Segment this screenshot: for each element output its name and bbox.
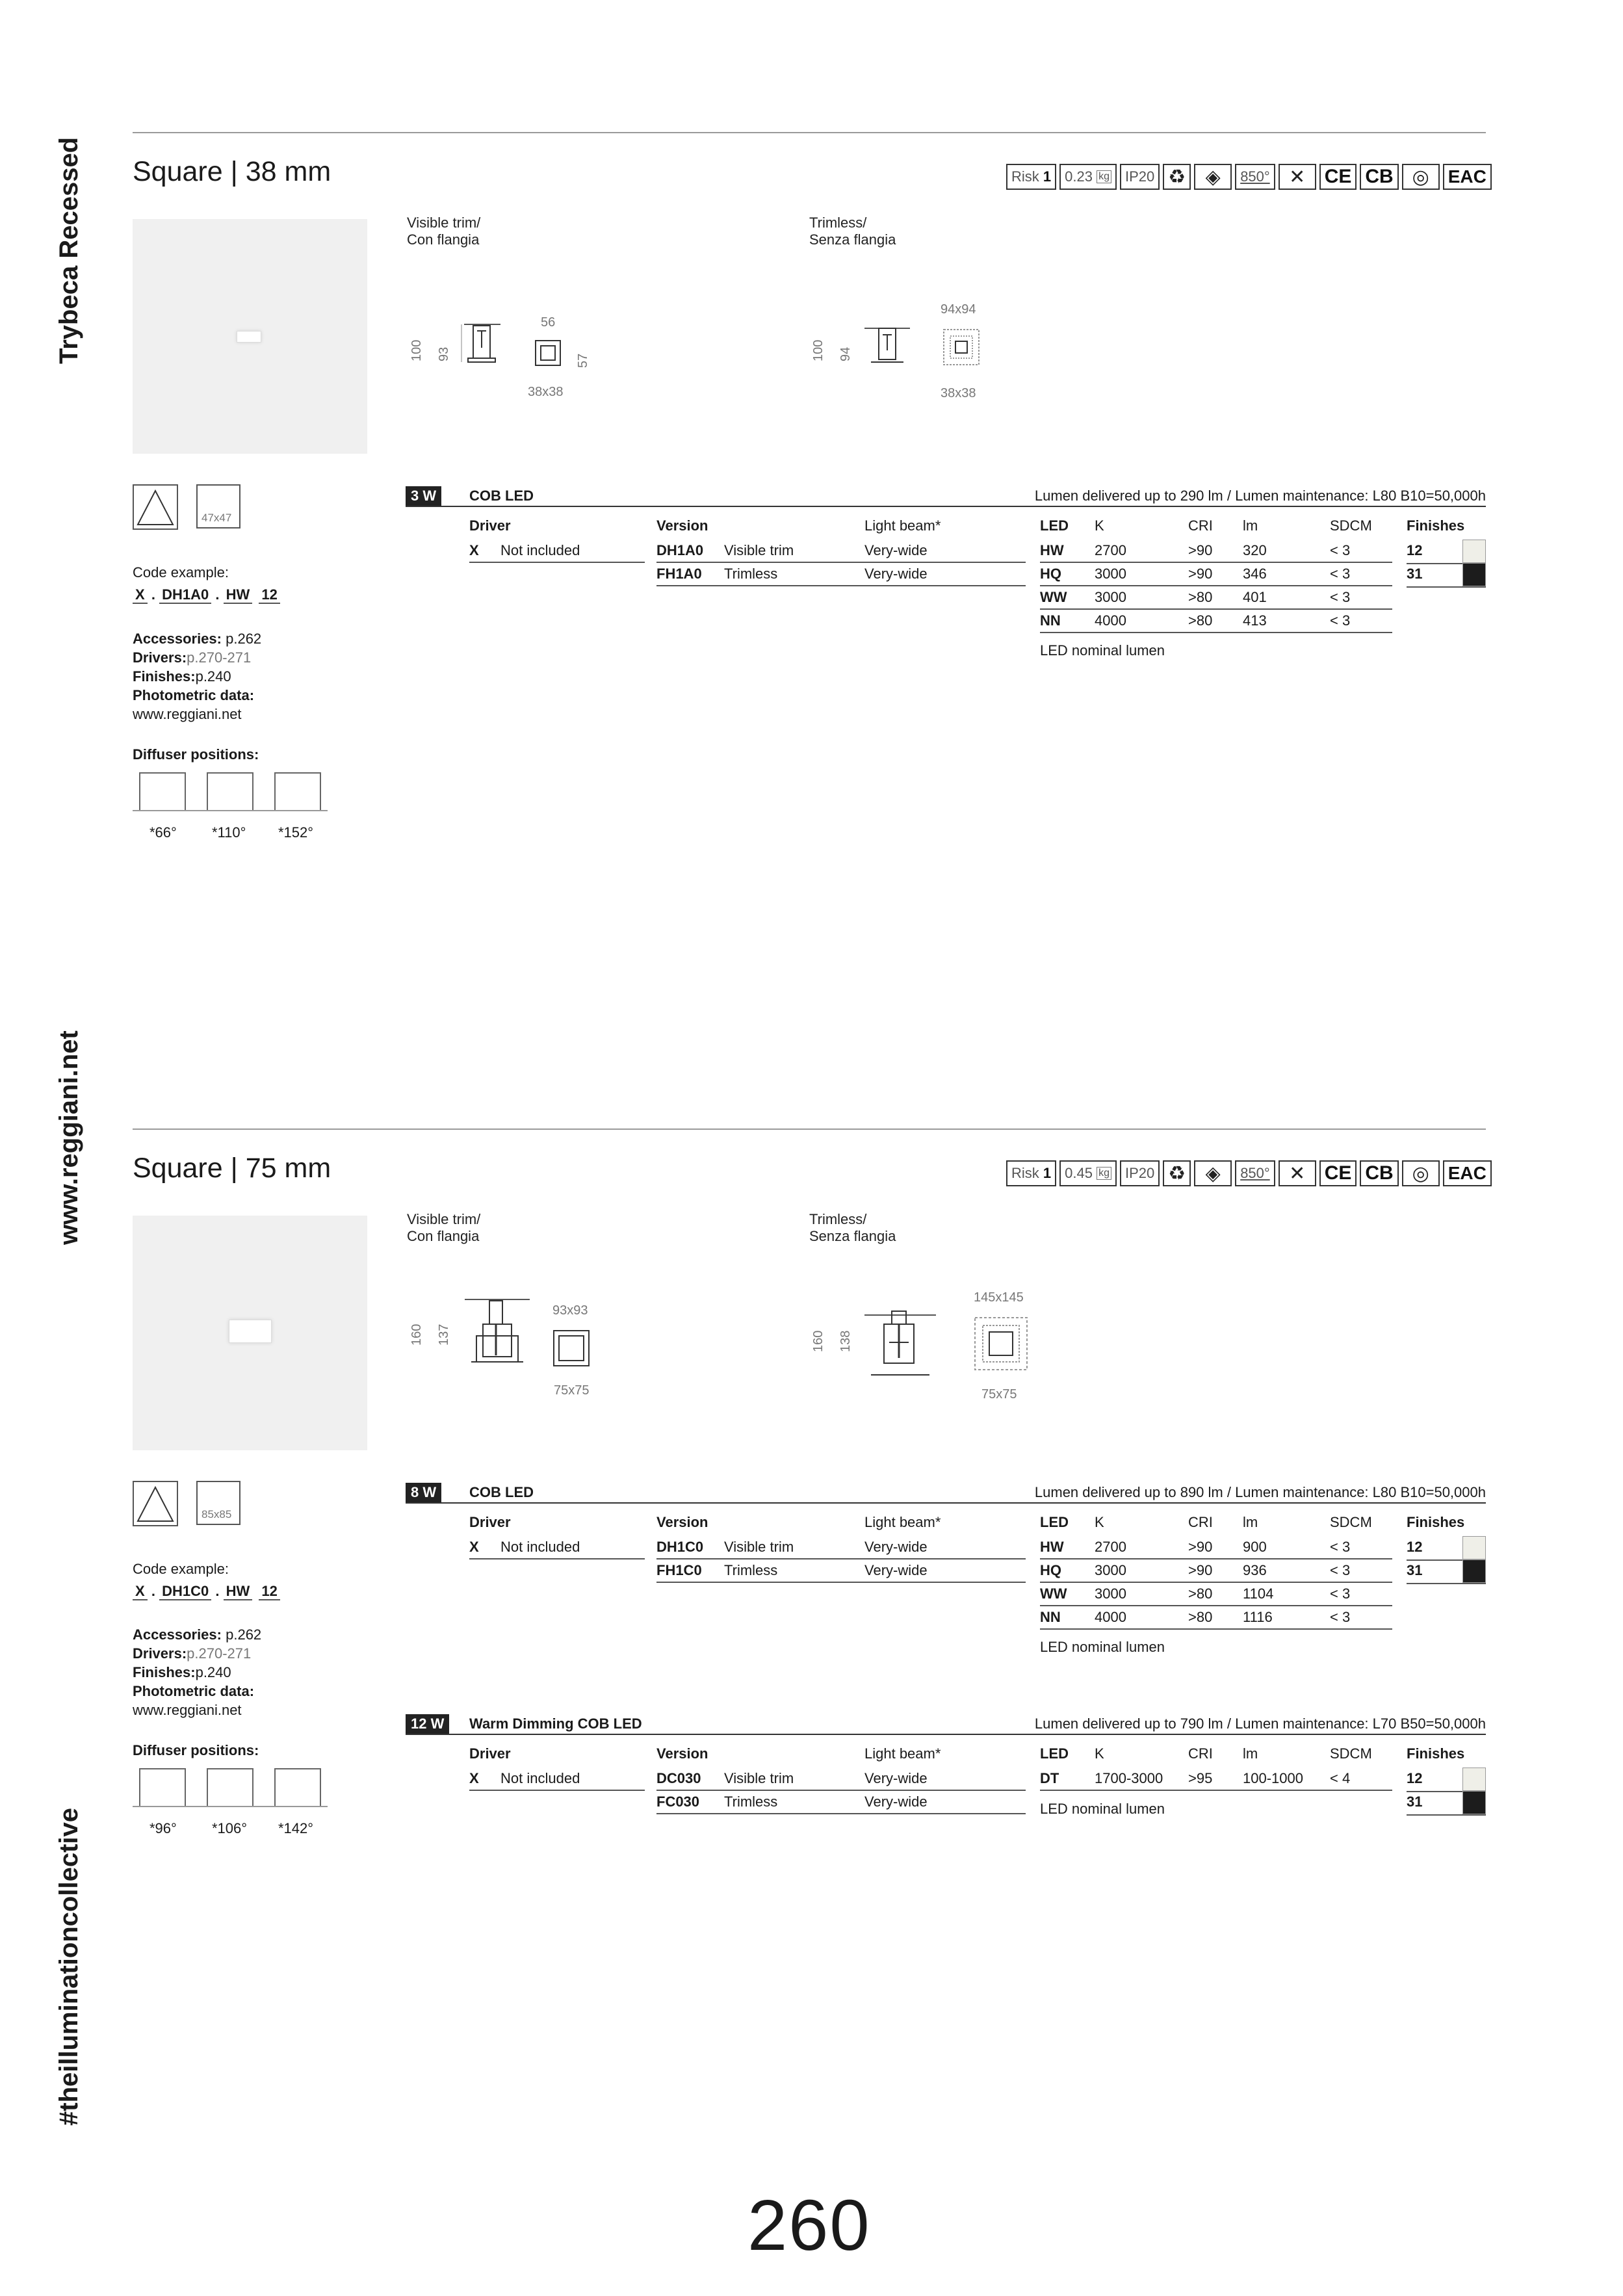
page-number: 260 bbox=[747, 2185, 871, 2265]
version-beam: Very-wide bbox=[864, 542, 928, 558]
recycle-icon: ♻ bbox=[1163, 1160, 1191, 1186]
photometric-label: Photometric data: bbox=[133, 687, 255, 703]
photometric-link[interactable]: www.reggiani.net bbox=[133, 1702, 242, 1718]
driver-code: X bbox=[469, 542, 479, 558]
diffuser-label: Diffuser positions: bbox=[133, 746, 259, 763]
finish-swatch-white bbox=[1462, 1536, 1486, 1559]
beam-icon bbox=[133, 484, 179, 531]
lm-header: lm bbox=[1243, 517, 1258, 534]
dim-height-body: 93 bbox=[437, 346, 451, 361]
code-driver: X bbox=[133, 586, 148, 604]
temperature-badge: 850° bbox=[1235, 1160, 1275, 1186]
driver-desc: Not included bbox=[500, 542, 580, 558]
version-desc: Visible trim bbox=[724, 1770, 794, 1786]
led-header: LED bbox=[1040, 1745, 1069, 1762]
eac-mark: EAC bbox=[1443, 1160, 1492, 1186]
driver-desc: Not included bbox=[500, 1770, 580, 1786]
version-header: Version bbox=[656, 517, 708, 534]
trimless-front-drawing bbox=[942, 328, 981, 367]
sidebar-section-title: Trybeca Recessed bbox=[55, 137, 83, 364]
dim-cutout: 75x75 bbox=[554, 1383, 590, 1398]
finishes-label: Finishes: bbox=[133, 668, 196, 685]
version-desc: Visible trim bbox=[724, 542, 794, 558]
dim-outer: 93x93 bbox=[552, 1303, 588, 1318]
driver-desc: Not included bbox=[500, 1539, 580, 1555]
version-code: FC030 bbox=[656, 1794, 700, 1810]
drivers-value[interactable]: p.270-271 bbox=[187, 649, 252, 666]
block-rule bbox=[406, 1502, 1486, 1504]
code-example-label: Code example: bbox=[133, 1561, 229, 1577]
version-underline bbox=[656, 585, 1026, 586]
drivers-label: Drivers: bbox=[133, 649, 187, 666]
code-example-label: Code example: bbox=[133, 564, 229, 581]
accessories-value[interactable]: p.262 bbox=[226, 631, 262, 647]
sidebar-hashtag: #theilluminationcollective bbox=[55, 1807, 83, 2126]
visible-trim-section-drawing bbox=[458, 1297, 536, 1375]
cb-mark: CB bbox=[1360, 164, 1398, 190]
dim-trimless-outer: 145x145 bbox=[974, 1290, 1024, 1305]
lumen-info: Lumen delivered up to 790 lm / Lumen maintenance: L70 B50=50,000h bbox=[1034, 1715, 1486, 1732]
version-underline bbox=[656, 1790, 1026, 1791]
diffuser-angle-1: *96° bbox=[149, 1820, 177, 1836]
temperature-badge: 850° bbox=[1235, 164, 1275, 190]
mount-trimless-label: Trimless/ Senza flangia bbox=[809, 1211, 896, 1244]
code-version: DH1A0 bbox=[159, 586, 211, 604]
driver-header: Driver bbox=[469, 1745, 511, 1762]
sdcm-header: SDCM bbox=[1330, 1514, 1372, 1530]
kg-icon: kg bbox=[1097, 170, 1111, 183]
code-led: HW bbox=[224, 1583, 253, 1600]
led-header: LED bbox=[1040, 1514, 1069, 1530]
diffuser-position-1 bbox=[139, 1768, 186, 1807]
lamp-render bbox=[229, 1320, 272, 1343]
beam-header: Light beam* bbox=[864, 517, 941, 534]
beam-icon bbox=[133, 1481, 179, 1528]
trimless-section-drawing bbox=[858, 1303, 942, 1381]
diffuser-baseline bbox=[133, 1806, 328, 1807]
cutout-icon bbox=[196, 1481, 240, 1525]
version-code: FH1A0 bbox=[656, 566, 702, 582]
finish-code: 12 bbox=[1407, 542, 1423, 558]
cutout-size: 47x47 bbox=[201, 512, 232, 524]
version-code: DH1A0 bbox=[656, 542, 704, 558]
finishes-value[interactable]: p.240 bbox=[195, 668, 231, 685]
visible-trim-section-drawing bbox=[455, 322, 513, 374]
k-header: K bbox=[1095, 517, 1104, 534]
version-desc: Visible trim bbox=[724, 1539, 794, 1555]
version-desc: Trimless bbox=[724, 1794, 778, 1810]
dim-trimless-cutout: 75x75 bbox=[981, 1387, 1017, 1402]
finish-code: 31 bbox=[1407, 1794, 1423, 1810]
dim-width: 56 bbox=[541, 315, 556, 330]
cb-mark: CB bbox=[1360, 1160, 1398, 1186]
driver-underline bbox=[469, 1790, 645, 1791]
product-photo bbox=[133, 1216, 367, 1450]
class-icon: ◈ bbox=[1194, 1160, 1232, 1186]
class-icon: ◈ bbox=[1194, 164, 1232, 190]
drivers-label: Drivers: bbox=[133, 1645, 187, 1662]
code-version: DH1C0 bbox=[159, 1583, 211, 1600]
product-title: Square | 38 mm bbox=[133, 156, 331, 187]
cutout-size: 85x85 bbox=[201, 1508, 232, 1520]
lm-header: lm bbox=[1243, 1514, 1258, 1530]
dim-trimless-height-body: 138 bbox=[838, 1330, 853, 1352]
dim-side: 57 bbox=[576, 353, 590, 368]
finish-underline bbox=[1407, 586, 1486, 588]
accessories-label: Accessories: bbox=[133, 1626, 222, 1643]
visible-trim-front-drawing bbox=[552, 1329, 591, 1368]
ce-mark: CE bbox=[1319, 164, 1357, 190]
code-example: X . DH1C0 . HW 12 bbox=[133, 1583, 280, 1600]
led-type: Warm Dimming COB LED bbox=[469, 1715, 642, 1732]
trimless-front-drawing bbox=[974, 1316, 1030, 1372]
led-note: LED nominal lumen bbox=[1040, 1801, 1165, 1817]
version-desc: Trimless bbox=[724, 566, 778, 582]
dim-height-body: 137 bbox=[437, 1324, 451, 1346]
mount-trimless-label: Trimless/ Senza flangia bbox=[809, 215, 896, 248]
risk-badge: Risk 1 bbox=[1006, 164, 1056, 190]
mount-visible-label: Visible trim/ Con flangia bbox=[407, 215, 481, 248]
version-desc: Trimless bbox=[724, 1562, 778, 1578]
diffuser-label: Diffuser positions: bbox=[133, 1742, 259, 1758]
dim-height-total: 160 bbox=[409, 1324, 424, 1346]
dim-trimless-cutout: 38x38 bbox=[941, 386, 976, 400]
sidebar-website: www.reggiani.net bbox=[55, 1030, 83, 1245]
section-divider bbox=[133, 132, 1486, 133]
dim-height-total: 100 bbox=[409, 339, 424, 361]
certification-badges bbox=[1006, 164, 1492, 192]
version-beam: Very-wide bbox=[864, 1539, 928, 1555]
led-type: COB LED bbox=[469, 488, 534, 504]
weight-badge: 0.23 kg bbox=[1059, 164, 1117, 190]
code-driver: X bbox=[133, 1583, 148, 1600]
no-insulation-icon: ✕ bbox=[1279, 164, 1316, 190]
version-code: DH1C0 bbox=[656, 1539, 704, 1555]
photometric-link[interactable]: www.reggiani.net bbox=[133, 706, 242, 722]
version-beam: Very-wide bbox=[864, 1562, 928, 1578]
lumen-info: Lumen delivered up to 290 lm / Lumen maintenance: L80 B10=50,000h bbox=[1034, 488, 1486, 504]
diffuser-position-3 bbox=[274, 1768, 321, 1807]
eac-mark: EAC bbox=[1443, 164, 1492, 190]
version-underline bbox=[656, 1813, 1026, 1814]
wattage-badge: 8 W bbox=[406, 1483, 441, 1502]
accessories-label: Accessories: bbox=[133, 631, 222, 647]
k-header: K bbox=[1095, 1745, 1104, 1762]
finishes-label: Finishes: bbox=[133, 1664, 196, 1680]
sdcm-header: SDCM bbox=[1330, 1745, 1372, 1762]
mount-visible-label: Visible trim/ Con flangia bbox=[407, 1211, 481, 1244]
block-rule bbox=[406, 1734, 1486, 1735]
references bbox=[133, 629, 261, 724]
version-underline bbox=[656, 562, 1026, 563]
code-led: HW bbox=[224, 586, 253, 604]
led-note: LED nominal lumen bbox=[1040, 1639, 1165, 1655]
ccc-icon: ◎ bbox=[1402, 1160, 1440, 1186]
led-note: LED nominal lumen bbox=[1040, 642, 1165, 659]
ip-badge: IP20 bbox=[1120, 1160, 1160, 1186]
driver-code: X bbox=[469, 1539, 479, 1555]
dim-trimless-height-total: 160 bbox=[811, 1330, 825, 1352]
finish-swatch-black bbox=[1462, 563, 1486, 586]
version-beam: Very-wide bbox=[864, 1794, 928, 1810]
version-beam: Very-wide bbox=[864, 1770, 928, 1786]
finishes-header: Finishes bbox=[1407, 1514, 1465, 1530]
version-underline bbox=[656, 1558, 1026, 1559]
diffuser-angle-3: *152° bbox=[278, 824, 314, 841]
finish-swatch-white bbox=[1462, 1768, 1486, 1791]
diffuser-angle-2: *110° bbox=[212, 824, 246, 841]
ip-badge: IP20 bbox=[1120, 164, 1160, 190]
version-header: Version bbox=[656, 1514, 708, 1530]
visible-trim-front-drawing bbox=[533, 338, 565, 371]
wattage-badge: 12 W bbox=[406, 1714, 449, 1734]
no-insulation-icon: ✕ bbox=[1279, 1160, 1316, 1186]
finish-code: 12 bbox=[1407, 1539, 1423, 1555]
code-finish: 12 bbox=[259, 1583, 279, 1600]
recycle-icon: ♻ bbox=[1163, 164, 1191, 190]
version-beam: Very-wide bbox=[864, 566, 928, 582]
diffuser-angle-1: *66° bbox=[149, 824, 177, 841]
lamp-render bbox=[237, 331, 261, 343]
dim-trimless-height-body: 94 bbox=[838, 346, 853, 361]
driver-underline bbox=[469, 562, 645, 563]
diffuser-position-3 bbox=[274, 772, 321, 811]
diffuser-position-2 bbox=[207, 1768, 253, 1807]
kg-icon: kg bbox=[1097, 1167, 1111, 1180]
cutout-icon bbox=[196, 484, 240, 528]
version-code: FH1C0 bbox=[656, 1562, 702, 1578]
wattage-badge: 3 W bbox=[406, 486, 441, 506]
diffuser-position-2 bbox=[207, 772, 253, 811]
code-finish: 12 bbox=[259, 586, 279, 604]
product-photo bbox=[133, 219, 367, 454]
diffuser-position-1 bbox=[139, 772, 186, 811]
diffuser-baseline bbox=[133, 810, 328, 811]
finish-code: 31 bbox=[1407, 1562, 1423, 1578]
section-divider bbox=[133, 1128, 1486, 1130]
finish-code: 31 bbox=[1407, 566, 1423, 582]
lm-header: lm bbox=[1243, 1745, 1258, 1762]
finish-swatch-black bbox=[1462, 1559, 1486, 1583]
accessories-value[interactable]: p.262 bbox=[226, 1626, 262, 1643]
cri-header: CRI bbox=[1188, 1514, 1213, 1530]
code-example: X . DH1A0 . HW 12 bbox=[133, 586, 280, 603]
dim-trimless-height-total: 100 bbox=[811, 339, 825, 361]
version-underline bbox=[656, 1582, 1026, 1583]
version-header: Version bbox=[656, 1745, 708, 1762]
finish-swatch-black bbox=[1462, 1791, 1486, 1814]
led-header: LED bbox=[1040, 517, 1069, 534]
driver-header: Driver bbox=[469, 517, 511, 534]
beam-header: Light beam* bbox=[864, 1514, 941, 1530]
driver-code: X bbox=[469, 1770, 479, 1786]
cri-header: CRI bbox=[1188, 517, 1213, 534]
trimless-section-drawing bbox=[858, 322, 916, 374]
finishes-value[interactable]: p.240 bbox=[195, 1664, 231, 1680]
weight-badge: 0.45 kg bbox=[1059, 1160, 1117, 1186]
references bbox=[133, 1625, 261, 1719]
driver-header: Driver bbox=[469, 1514, 511, 1530]
dim-trimless-outer: 94x94 bbox=[941, 302, 976, 317]
led-type: COB LED bbox=[469, 1484, 534, 1500]
cri-header: CRI bbox=[1188, 1745, 1213, 1762]
risk-badge: Risk 1 bbox=[1006, 1160, 1056, 1186]
finish-swatch-white bbox=[1462, 540, 1486, 563]
finish-underline bbox=[1407, 1583, 1486, 1584]
dim-cutout: 38x38 bbox=[528, 385, 564, 399]
ccc-icon: ◎ bbox=[1402, 164, 1440, 190]
version-code: DC030 bbox=[656, 1770, 701, 1786]
photometric-label: Photometric data: bbox=[133, 1683, 255, 1699]
drivers-value[interactable]: p.270-271 bbox=[187, 1645, 252, 1662]
lumen-info: Lumen delivered up to 890 lm / Lumen maintenance: L80 B10=50,000h bbox=[1034, 1484, 1486, 1500]
diffuser-angle-2: *106° bbox=[212, 1820, 248, 1836]
certification-badges bbox=[1006, 1160, 1492, 1189]
k-header: K bbox=[1095, 1514, 1104, 1530]
beam-header: Light beam* bbox=[864, 1745, 941, 1762]
finish-underline bbox=[1407, 1814, 1486, 1816]
diffuser-angle-3: *142° bbox=[278, 1820, 314, 1836]
finishes-header: Finishes bbox=[1407, 1745, 1465, 1762]
finish-code: 12 bbox=[1407, 1770, 1423, 1786]
ce-mark: CE bbox=[1319, 1160, 1357, 1186]
driver-underline bbox=[469, 1558, 645, 1559]
sdcm-header: SDCM bbox=[1330, 517, 1372, 534]
finishes-header: Finishes bbox=[1407, 517, 1465, 534]
product-title: Square | 75 mm bbox=[133, 1153, 331, 1184]
block-rule bbox=[406, 506, 1486, 507]
